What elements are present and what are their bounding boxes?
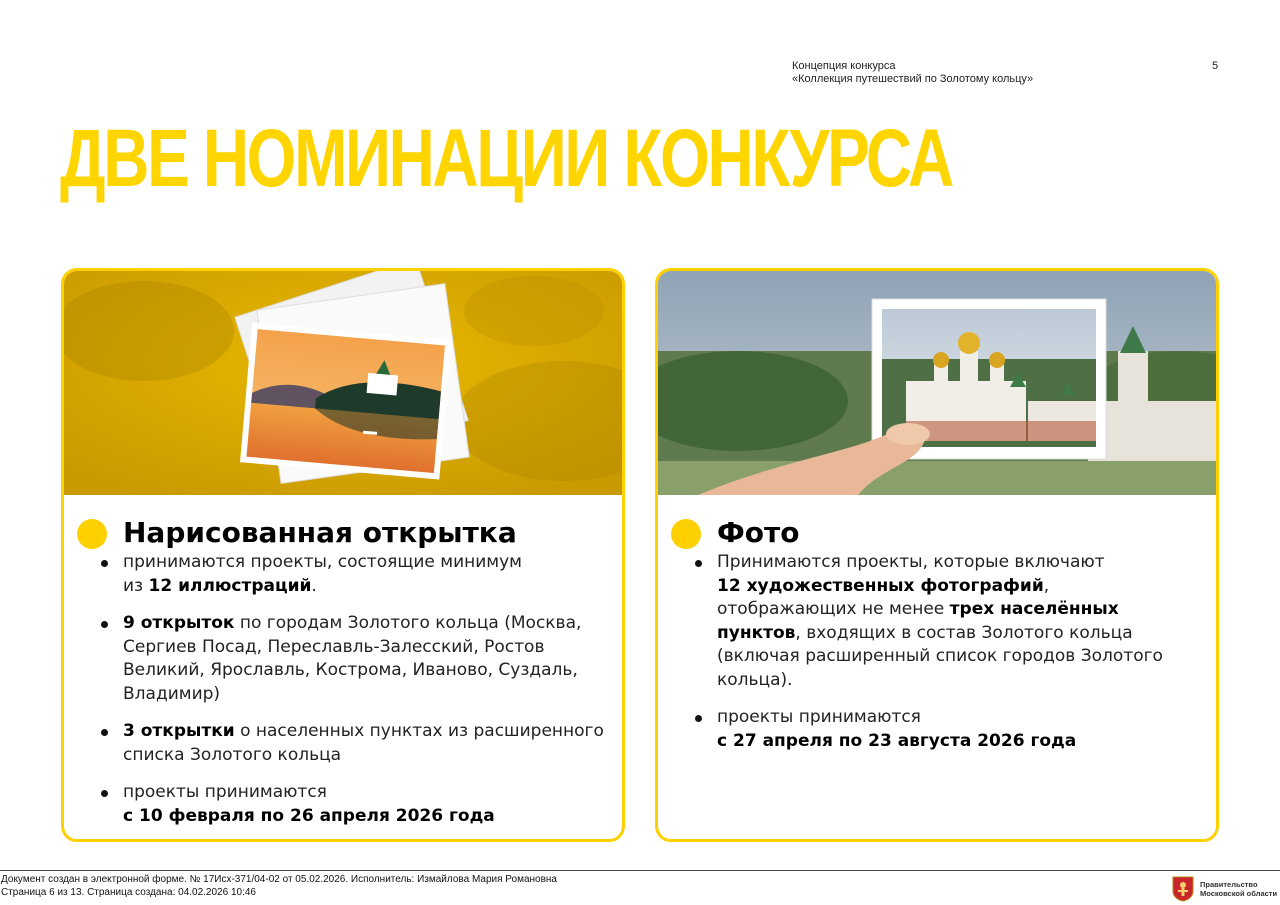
list-item: 3 открытки о населенных пунктах из расширенного списка Золотого кольца (123, 720, 613, 767)
footer-line-1: Документ создан в электронной форме. № 17Исх-371/04-02 от 05.02.2026. Исполнитель: Измайлова Мария Романовна (1, 874, 557, 885)
postcard-details (64, 495, 622, 842)
page-title: ДВЕ НОМИНАЦИИ КОНКУРСА (60, 113, 952, 204)
nomination-title: Фото (717, 516, 800, 549)
requirements-list (717, 551, 1187, 767)
footer-divider (0, 870, 1280, 871)
list-item: Принимаются проекты, которые включают 12 художественных фотографий, отображающих не менее трех населённых пунктов, входящих в состав Золотого кольца (включая расширенный список городов Золотого кольца). (717, 551, 1187, 692)
coat-of-arms-icon (1172, 876, 1194, 902)
list-item: проекты принимаются с 10 февраля по 26 апреля 2026 года (123, 781, 613, 828)
accent-dot (77, 519, 107, 549)
footer-document-info (1, 873, 557, 899)
postcard-illustration (64, 271, 622, 495)
list-item: 9 открыток по городам Золотого кольца (Москва, Сергиев Посад, Переславль-Залесский, Ростов Великий, Ярославль, Кострома, Иваново, Суздаль, Владимир) (123, 612, 613, 706)
caption-line-1: Концепция конкурса (792, 60, 896, 72)
nomination-card-photo (655, 268, 1219, 842)
caption-line-2: «Коллекция путешествий по Золотому кольцу» (792, 73, 1034, 85)
organization-name: Правительство Московской области (1200, 880, 1278, 898)
requirements-list (123, 551, 613, 842)
photo-illustration (658, 271, 1216, 495)
nomination-title: Нарисованная открытка (123, 516, 517, 549)
footer-line-2: Страница 6 из 13. Страница создана: 04.02.2026 10:46 (1, 887, 256, 898)
photo-details (658, 495, 1216, 842)
nomination-card-postcard (61, 268, 625, 842)
document-caption (792, 60, 1033, 86)
list-item: принимаются проекты, состоящие минимум из 12 иллюстраций. (123, 551, 613, 598)
list-item: проекты принимаются с 27 апреля по 23 августа 2026 года (717, 706, 1187, 753)
page-number: 5 (1212, 60, 1219, 72)
accent-dot (671, 519, 701, 549)
